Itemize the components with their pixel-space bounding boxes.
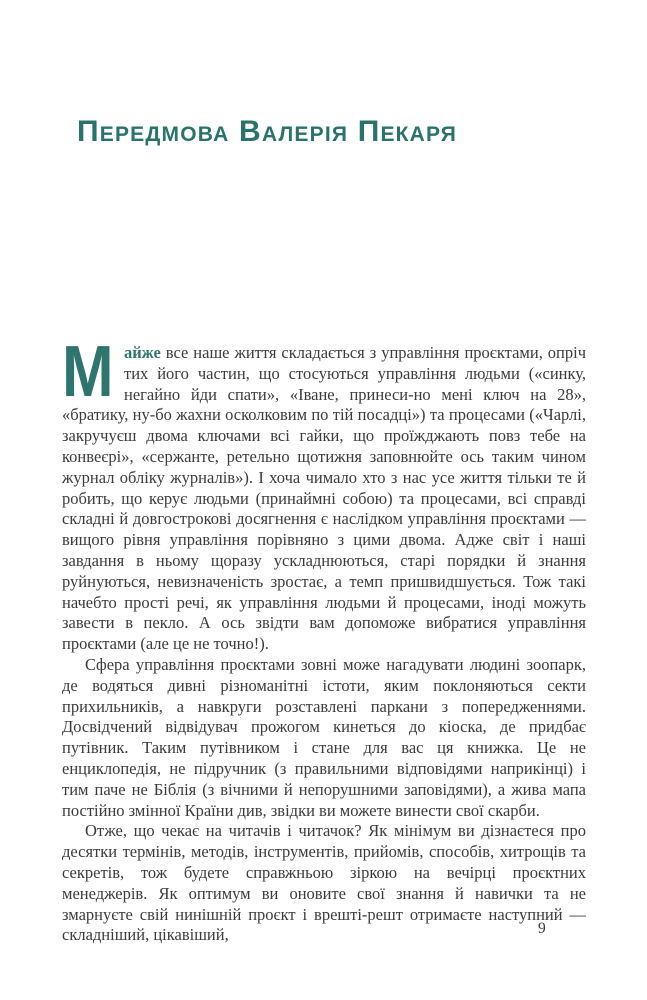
paragraph-2: Сфера управління проєктами зовні може нагадувати людині зоопарк, де водяться дивні різноманітні істоти, яким поклоняються секти прихильників, а навкруги розставлені паркани з попередженнями. Досвідчений відвідувач прожогом кинеться до кіоска, де придбає путівник. Таким путівником і стане для вас ця книжка. Це не енциклопедія, не підручник (з правильними відповідями наприкінці) і тим паче не Біблія (з вічними й непорушними заповідями), а жива мапа постійно змінної Країни див, звідки ви можете винести свої скарби. bbox=[62, 654, 586, 820]
body-text bbox=[62, 332, 586, 946]
paragraph-3: Отже, що чекає на читачів і читачок? Як мінімум ви дізнаєтеся про десятки термінів, методів, інструментів, прийомів, способів, хитрощів та секретів, тож будете справжньою зіркою на вечірці проєктних менеджерів. Як оптимум ви оновите свої знання й навички та не змарнуєте свій нинішній проєкт і врешті-решт отримаєте наступний — складніший, цікавіший, bbox=[62, 821, 586, 945]
paragraph-1-text: все наше життя складається з управління проєктами, опріч тих його частин, що стосуються управління людьми («синку, негайно йди спати», «Іване, принеси-но мені ключ на 28», «братику, ну-бо жахни осколковим по тій посадці») та процесами («Чарлі, закручуєш двома ключами всі гайки, що проїжджають повз тебе на конвеєрі», «сержанте, ретельно щотижня заповнюйте ось таким чином журнал обліку журналів»). І хоча чимало хто з нас усе життя тільки те й робить, що керує людьми (принаймні собою) та процесами, всі справді складні й довгострокові досягнення є наслідком управління проєктами — вищого рівня управління порівняно з цими двома. Адже світ і наші завдання в ньому щоразу ускладнюються, старі порядки й знання руйнуються, невизначеність зростає, а темп пришвидшується. Тож такі начебто прості речі, як управління людьми й процесами, іноді можуть завести в пекло. А ось звідти вам допоможе вибратися управління проєктами (але це не точно!). bbox=[62, 343, 586, 654]
dropcap-letter: М bbox=[62, 332, 114, 412]
chapter-title: Передмова Валерія Пекаря bbox=[77, 115, 458, 148]
page-number: 9 bbox=[538, 920, 546, 937]
lead-word: айже bbox=[124, 343, 161, 362]
paragraph-1 bbox=[62, 332, 586, 655]
dropcap bbox=[62, 332, 114, 412]
